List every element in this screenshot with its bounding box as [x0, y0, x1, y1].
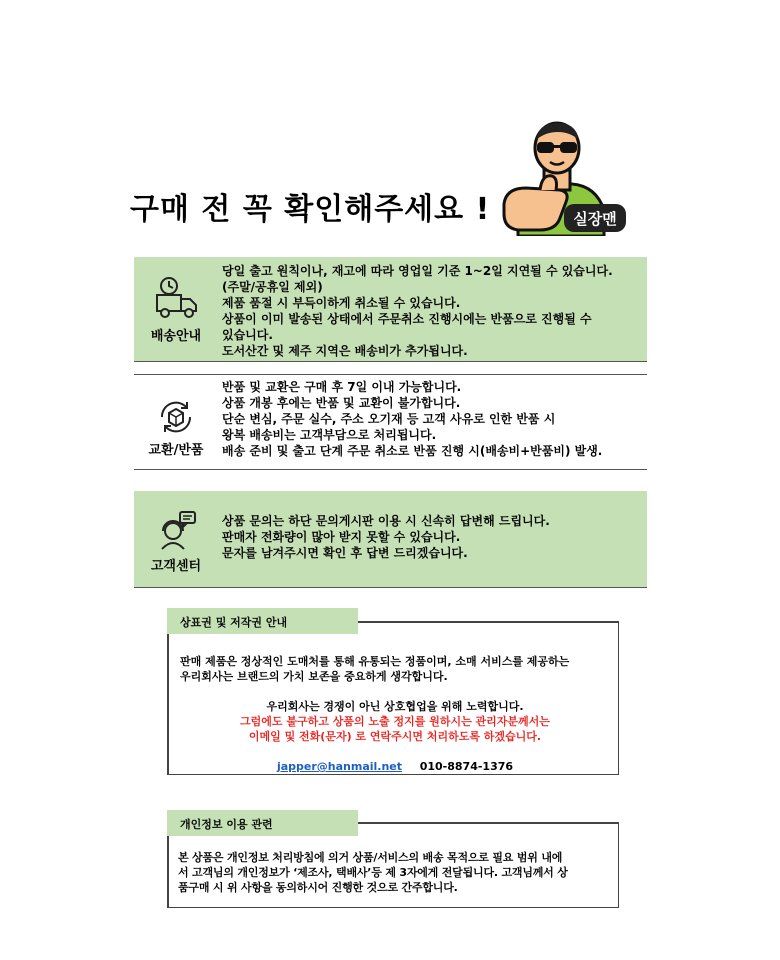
exchange-text — [222, 379, 641, 459]
shipping-line: 상품이 이미 발송된 상태에서 주문취소 진행시에는 반품으로 진행될 수 — [222, 312, 592, 326]
trademark-red-line: 그럼에도 불구하고 상품의 노출 정지를 원하시는 관리자분께서는 — [240, 715, 550, 728]
trademark-top-border — [358, 621, 619, 623]
trademark-content — [180, 654, 610, 774]
exchange-line: 반품 및 교환은 구매 후 7일 이내 가능합니다. — [222, 380, 462, 394]
privacy-tab: 개인정보 이용 관련 — [167, 810, 358, 836]
exchange-line: 단순 변심, 주문 실수, 주소 오기재 등 고객 사유로 인한 반품 시 — [222, 412, 556, 426]
customer-icon-wrap — [134, 491, 218, 587]
mascot-badge: 실장맨 — [573, 210, 617, 228]
shipping-line: 당일 출고 원칙이나, 재고에 따라 영업일 기준 1~2일 지연될 수 있습니다. — [222, 264, 613, 278]
shipping-text — [222, 263, 641, 359]
exchange-section — [134, 374, 647, 470]
shipping-line: 도서산간 및 제주 지역은 배송비가 추가됩니다. — [222, 344, 468, 358]
customer-service-icon — [154, 509, 198, 553]
trademark-tab: 상표권 및 저작권 안내 — [167, 608, 358, 634]
privacy-line: 본 상품은 개인정보 처리방침에 의거 상품/서비스의 배송 목적으로 필요 범위 내에 — [178, 851, 563, 864]
exchange-line: 배송 준비 및 출고 단계 주문 취소로 반품 진행 시(배송비+반품비) 발생. — [222, 444, 603, 458]
shipping-line: (주말/공휴일 제외) — [222, 280, 323, 294]
privacy-top-border — [358, 822, 619, 824]
mascot-sunglasses-thumbsup-icon — [500, 118, 630, 236]
customer-line: 문자를 남겨주시면 확인 후 답변 드리겠습니다. — [222, 546, 468, 560]
shipping-label: 배송안내 — [150, 329, 202, 344]
customer-text — [222, 513, 641, 561]
shipping-line: 있습니다. — [222, 328, 273, 342]
trademark-para1-line: 판매 제품은 정상적인 도매처를 통해 유통되는 정품이며, 소매 서비스를 제공하는 — [180, 655, 570, 668]
delivery-truck-icon — [154, 275, 200, 321]
trademark-para1-line: 우리회사는 브랜드의 가치 보존을 중요하게 생각합니다. — [180, 670, 448, 683]
exchange-line: 상품 개봉 후에는 반품 및 교환이 불가합니다. — [222, 396, 461, 410]
email-link[interactable]: japper@hanmail.net — [276, 760, 403, 773]
customer-label: 고객센터 — [150, 559, 202, 574]
exchange-box-icon — [156, 397, 196, 437]
page-title: 구매 전 꼭 확인해주세요 ! — [130, 192, 491, 227]
customer-center-section — [134, 491, 647, 588]
shipping-icon-wrap — [134, 257, 218, 361]
trademark-left-border — [167, 621, 169, 775]
shipping-line: 제품 품절 시 부득이하게 취소될 수 있습니다. — [222, 296, 461, 310]
contact-line — [180, 759, 610, 774]
trademark-para2: 우리회사는 경쟁이 아닌 상호협업을 위해 노력합니다. — [266, 700, 524, 713]
privacy-content — [178, 850, 614, 895]
mascot-illustration — [500, 118, 630, 236]
privacy-line: 서 고객님의 개인정보가 ‘제조사, 택배사’등 제 3자에게 전달됩니다. 고객님께서 상 — [178, 866, 568, 879]
customer-line: 판매자 전화량이 많아 받지 못할 수 있습니다. — [222, 530, 461, 544]
exchange-label: 교환/반품 — [148, 443, 204, 458]
exchange-line: 왕복 배송비는 고객부담으로 처리됩니다. — [222, 428, 437, 442]
trademark-red-line: 이메일 및 전화(문자) 로 연락주시면 처리하도록 하겠습니다. — [248, 730, 542, 743]
phone-number: 010-8874-1376 — [419, 760, 514, 773]
shipping-section — [134, 257, 647, 362]
exchange-icon-wrap — [134, 375, 218, 469]
privacy-line: 품구매 시 위 사항을 동의하시어 진행한 것으로 간주합니다. — [178, 881, 458, 894]
customer-line: 상품 문의는 하단 문의게시판 이용 시 신속히 답변해 드립니다. — [222, 514, 550, 528]
